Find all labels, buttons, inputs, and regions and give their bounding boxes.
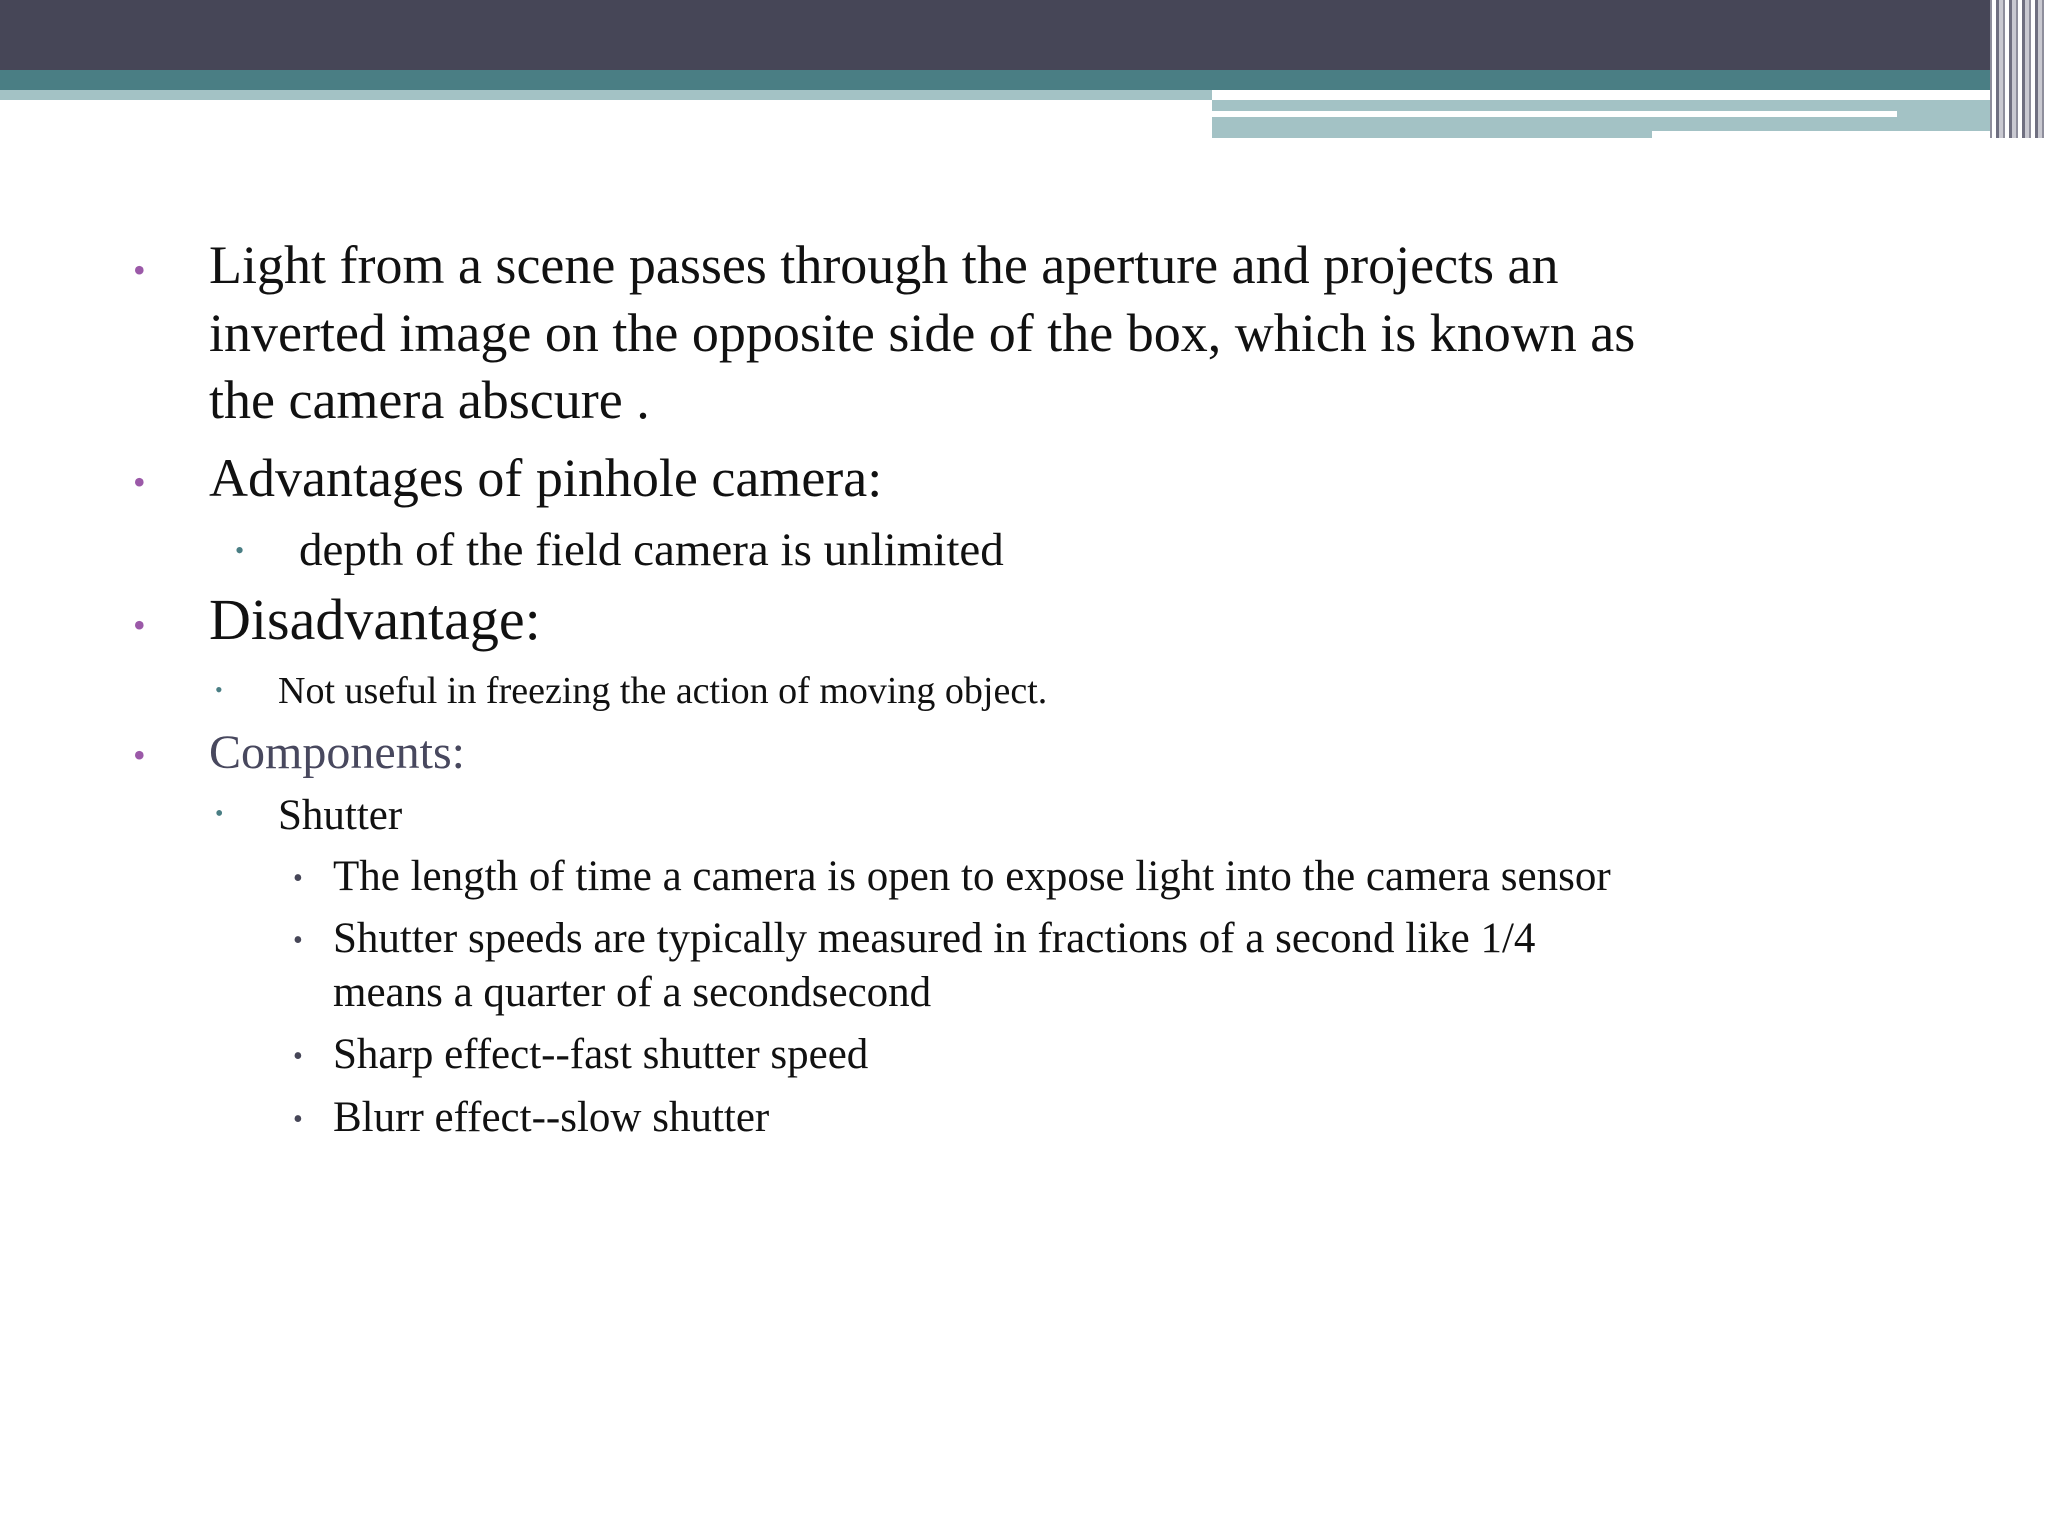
bullet-text-line: Blurr effect--slow shutter (333, 1094, 770, 1141)
bullet-text-line: means a quarter of a secondsecond (333, 969, 932, 1016)
bullet-text-line: Shutter (278, 792, 403, 839)
bullet-text-line: Components: (209, 726, 466, 779)
bullet-text-line: The length of time a camera is open to expose light into the camera sensor (333, 853, 1611, 900)
bullet-text-line: Disadvantage: (209, 587, 541, 652)
bullet-text-line: depth of the field camera is unlimited (299, 524, 1004, 576)
bullet-text-line: inverted image on the opposite side of the box, which is known as (209, 303, 1636, 363)
bullet-marker: • (215, 801, 224, 827)
bullet-marker: • (133, 735, 146, 775)
bullet-marker: • (235, 536, 245, 565)
bullet-text-line: Shutter speeds are typically measured in fractions of a second like 1/4 (333, 915, 1536, 962)
bullet-marker: • (293, 1104, 303, 1135)
bullet-marker: • (293, 863, 303, 894)
bullet-text-line: Not useful in freezing the action of moving object. (278, 670, 1048, 712)
bullet-marker: • (133, 605, 146, 645)
bullet-marker: • (215, 677, 223, 702)
bullet-text-line: Sharp effect--fast shutter speed (333, 1031, 869, 1078)
bullet-marker: • (293, 925, 303, 956)
bullet-marker: • (133, 462, 146, 502)
bullet-marker: • (293, 1041, 303, 1072)
bullet-text-line: Advantages of pinhole camera: (209, 448, 883, 508)
bullet-marker: • (133, 250, 146, 290)
bullet-text-line: Light from a scene passes through the aperture and projects an (209, 235, 1559, 295)
bullet-text-line: the camera abscure . (209, 370, 650, 430)
